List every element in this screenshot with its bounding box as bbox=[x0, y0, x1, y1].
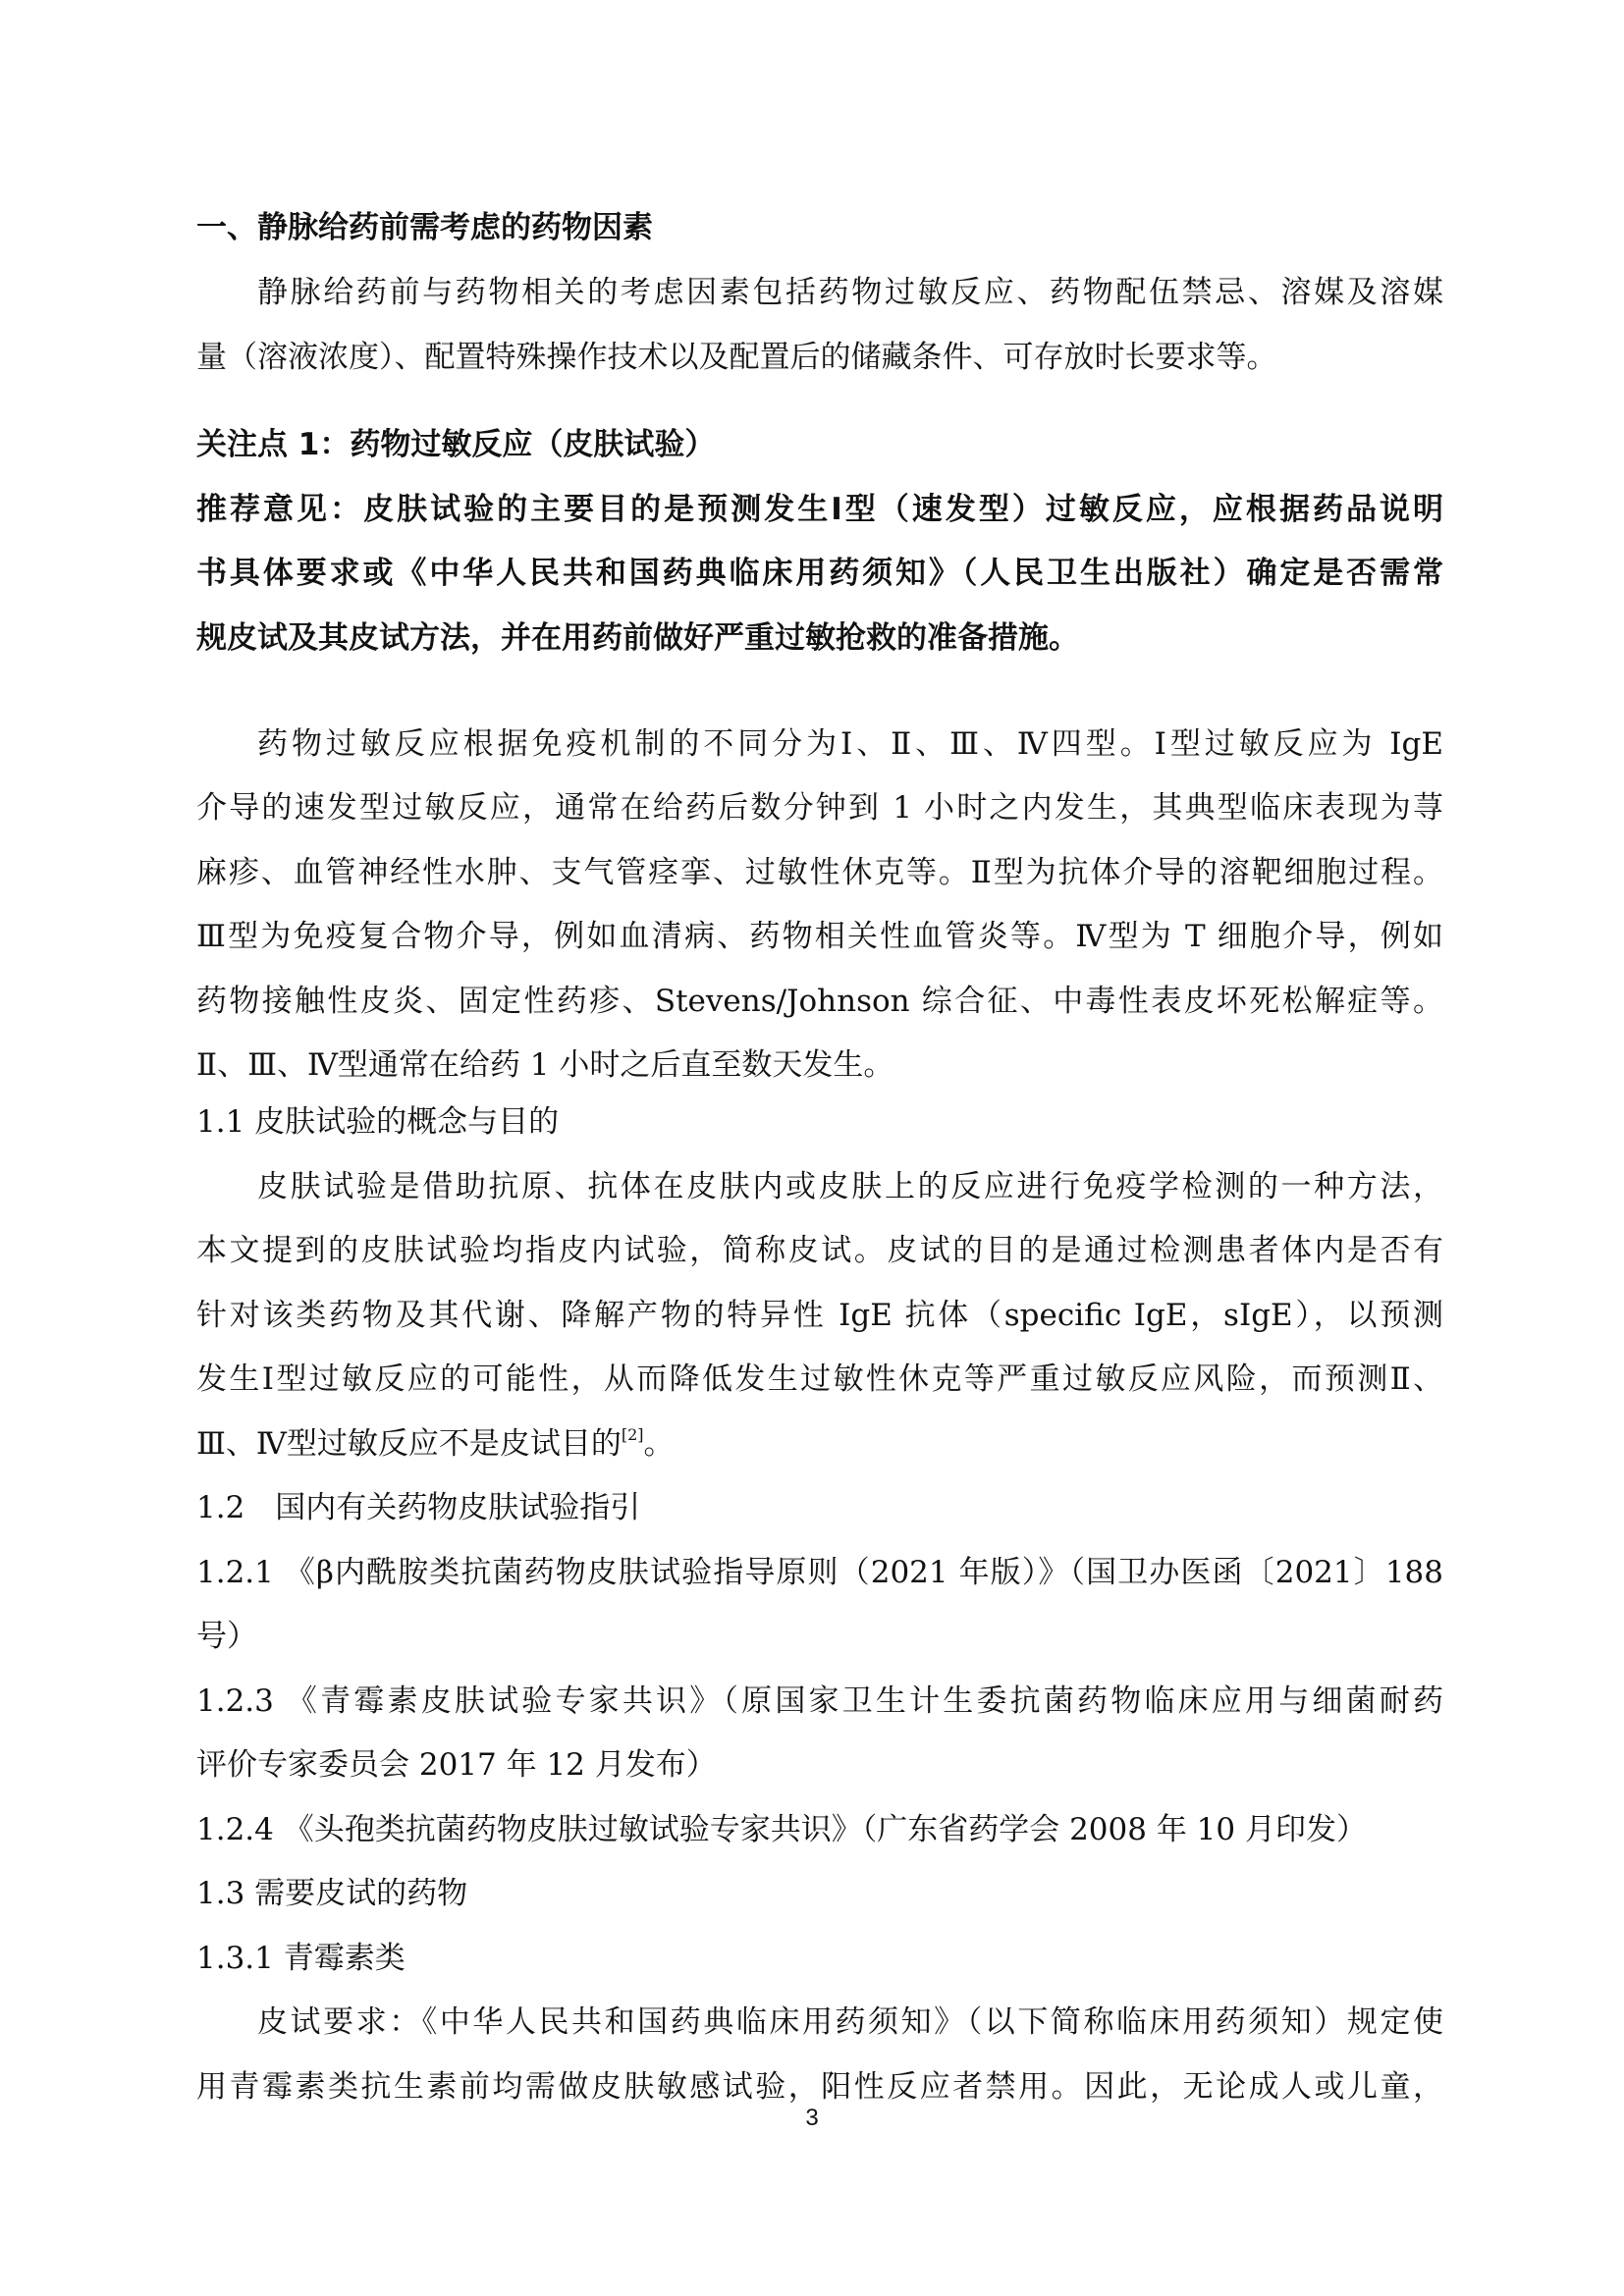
allergy-types-line-5: 药物接触性皮炎、固定性药疹、Stevens/Johnson 综合征、中毒性表皮坏死松解症等。 bbox=[196, 984, 1443, 1019]
allergy-types-line-4: Ⅲ型为免疫复合物介导，例如血清病、药物相关性血管炎等。Ⅳ型为 T 细胞介导，例如 bbox=[196, 919, 1443, 954]
recommendation-line-3: 规皮试及其皮试方法，并在用药前做好严重过敏抢救的准备措施。 bbox=[196, 620, 1079, 656]
s1-1-line-5-end: 。 bbox=[643, 1426, 675, 1462]
s1-1-line-5 bbox=[196, 1424, 1443, 1464]
allergy-types-line-2: 介导的速发型过敏反应，通常在给药后数分钟到 1 小时之内发生，其典型临床表现为荨 bbox=[196, 790, 1443, 826]
s1-2-4-line: 1.2.4 《头孢类抗菌药物皮肤过敏试验专家共识》（广东省药学会 2008 年 10 月印发） bbox=[196, 1812, 1367, 1847]
page-number: 3 bbox=[805, 2105, 819, 2131]
s1-1-line-2: 本文提到的皮肤试验均指皮内试验，简称皮试。皮试的目的是通过检测患者体内是否有 bbox=[196, 1233, 1443, 1268]
s1-2-1-line-2: 号） bbox=[196, 1619, 257, 1654]
s1-1-line-1: 皮肤试验是借助抗原、抗体在皮肤内或皮肤上的反应进行免疫学检测的一种方法， bbox=[257, 1169, 1443, 1204]
s1-3-1-line-2: 用青霉素类抗生素前均需做皮肤敏感试验，阳性反应者禁用。因此，无论成人或儿童， bbox=[196, 2069, 1443, 2105]
subsection-1-2-title: 1.2 国内有关药物皮肤试验指引 bbox=[196, 1490, 641, 1525]
s1-2-3-line-2: 评价专家委员会 2017 年 12 月发布） bbox=[196, 1747, 717, 1783]
s1-1-line-3: 针对该类药物及其代谢、降解产物的特异性 IgE 抗体（specific IgE，sIgE），以预测 bbox=[196, 1298, 1443, 1333]
allergy-types-line-1: 药物过敏反应根据免疫机制的不同分为Ⅰ、Ⅱ、Ⅲ、Ⅳ四型。Ⅰ型过敏反应为 IgE bbox=[257, 726, 1443, 762]
allergy-types-line-6: Ⅱ、Ⅲ、Ⅳ型通常在给药 1 小时之后直至数天发生。 bbox=[196, 1047, 894, 1083]
s1-1-line-5-text: Ⅲ、Ⅳ型过敏反应不是皮试目的 bbox=[196, 1426, 622, 1462]
intro-line-2: 量（溶液浓度）、配置特殊操作技术以及配置后的储藏条件、可存放时长要求等。 bbox=[196, 340, 1277, 375]
s1-2-3-line-1: 1.2.3 《青霉素皮肤试验专家共识》（原国家卫生计生委抗菌药物临床应用与细菌耐药 bbox=[196, 1683, 1443, 1719]
recommendation-line-1: 推荐意见：皮肤试验的主要目的是预测发生Ⅰ型（速发型）过敏反应，应根据药品说明 bbox=[196, 492, 1443, 527]
s1-1-line-4: 发生Ⅰ型过敏反应的可能性，从而降低发生过敏性休克等严重过敏反应风险，而预测Ⅱ、 bbox=[196, 1362, 1443, 1397]
subsection-1-1-title: 1.1 皮肤试验的概念与目的 bbox=[196, 1104, 560, 1140]
intro-line-1: 静脉给药前与药物相关的考虑因素包括药物过敏反应、药物配伍禁忌、溶媒及溶媒 bbox=[257, 275, 1443, 310]
subsection-1-3-1-title: 1.3.1 青霉素类 bbox=[196, 1941, 406, 1976]
s1-3-1-line-1: 皮试要求：《中华人民共和国药典临床用药须知》（以下简称临床用药须知）规定使 bbox=[257, 2004, 1443, 2040]
recommendation-line-2: 书具体要求或《中华人民共和国药典临床用药须知》（人民卫生出版社）确定是否需常 bbox=[196, 556, 1443, 591]
section-title: 一、静脉给药前需考虑的药物因素 bbox=[196, 210, 653, 245]
allergy-types-line-3: 麻疹、血管神经性水肿、支气管痉挛、过敏性休克等。Ⅱ型为抗体介导的溶靶细胞过程。 bbox=[196, 855, 1443, 890]
focus-title: 关注点 1：药物过敏反应（皮肤试验） bbox=[196, 427, 716, 462]
subsection-1-3-title: 1.3 需要皮试的药物 bbox=[196, 1876, 468, 1911]
citation-2: [2] bbox=[621, 1425, 644, 1444]
s1-2-1-line-1: 1.2.1 《β内酰胺类抗菌药物皮肤试验指导原则（2021 年版）》（国卫办医函〔2021〕188 bbox=[196, 1555, 1443, 1590]
